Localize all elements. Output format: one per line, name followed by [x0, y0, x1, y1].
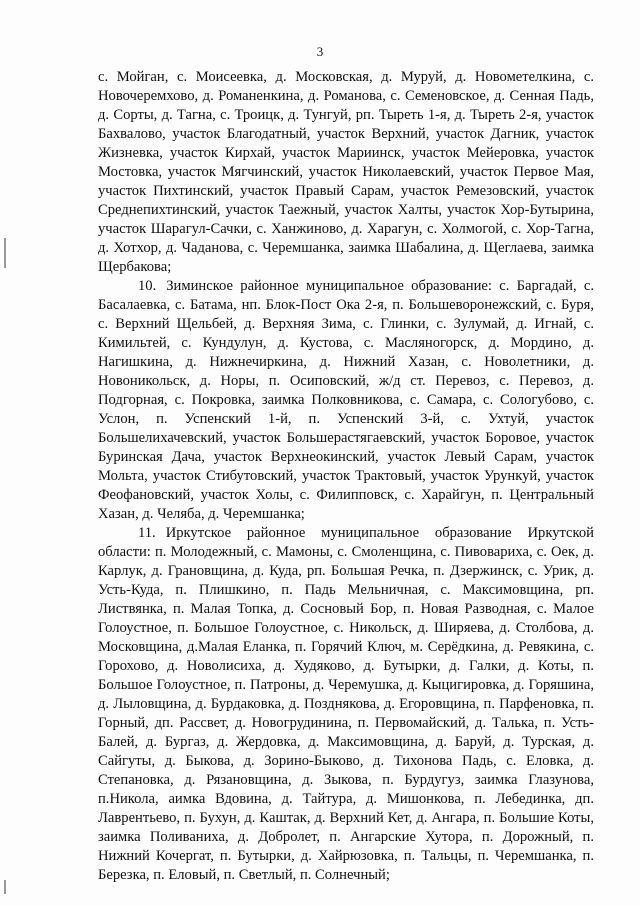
document-body	[98, 68, 594, 885]
paragraph-10-number: 10.	[138, 278, 157, 294]
paragraph-10-text: Зиминское районное муниципальное образование: с. Баргадай, с. Басалаевка, с. Батама, нп. Блок-Пост Ока 2-я, п. Большеворонежский, с. Буря, с. Верхний Щельбей, д. Верхняя Зима, с. Глинки, с. Зулумай, д. Игнай, с. Кимильтей, с. Кундулун, д. Кустова, с. Масляногорск, д. Мордино, д. Нагишкина, д. Нижнечиркина, д. Нижний Хазан, с. Новолетники, д. Новоникольск, д. Норы, п. Осиповский, ж/д ст. Перевоз, с. Перевоз, д. Подгорная, с. Покровка, заимка Полковникова, с. Самара, с. Сологубово, с. Услон, п. Успенский 1-й, п. Успенский 3-й, с. Ухтуй, участок Большелихачевский, участок Большерастягаевский, участок Боровое, участок Буринская Дача, участок Верхнеокинский, участок Левый Сарам, участок Мольта, участок Стибутовский, участок Трактовый, участок Урункуй, участок Феофановский, участок Холы, с. Филипповск, с. Харайгун, п. Центральный Хазан, д. Челяба, д. Черемшанка;	[98, 278, 594, 522]
paragraph-continued: с. Мойган, с. Моисеевка, д. Московская, д. Муруй, д. Новометелкина, с. Новочеремхово, д. Романенкина, д. Романова, с. Семеновское, д. Сенная Падь, д. Сорты, д. Тагна, с. Троицк, д. Тунгуй, рп. Тыреть 1-я, д. Тыреть 2-я, участок Бахвалово, участок Благодатный, участок Верхний, участок Дагник, участок Жизневка, участок Кирхай, участок Мариинск, участок Мейеровка, участок Мостовка, участок Мягчинский, участок Николаевский, участок Первое Мая, участок Пихтинский, участок Правый Сарам, участок Ремезовский, участок Среднепихтинский, участок Таежный, участок Халты, участок Хор-Бутырина, участок Шарагул-Сачки, с. Ханжиново, д. Харагун, с. Холмогой, с. Хор-Тагна, д. Хотхор, д. Чаданова, с. Черемшанка, заимка Шабалина, д. Щеглаева, заимка Щербакова;	[98, 69, 594, 275]
scan-artifact-mark	[4, 238, 6, 268]
page-number: 3	[316, 44, 324, 59]
paragraph-10	[98, 277, 594, 524]
paragraph-11-text: Иркутское районное муниципальное образование Иркутской области: п. Молодежный, с. Мамоны, с. Смоленщина, с. Пивовариха, с. Оек, д. Карлук, д. Грановщина, д. Куда, рп. Большая Речка, п. Дзержинск, с. Урик, д. Усть-Куда, п. Плишкино, п. Падь Мельничная, с. Максимовщина, рп. Листвянка, п. Малая Топка, д. Сосновый Бор, п. Новая Разводная, с. Малое Голоустное, п. Большое Голоустное, с. Никольск, д. Ширяева, д. Столбова, д. Московщина, д.Малая Еланка, п. Горячий Ключ, м. Серёдкина, д. Ревякина, с. Горохово, д. Новолисиха, д. Худяково, д. Бутырки, д. Галки, д. Коты, п. Большое Голоустное, п. Патроны, д. Черемушка, д. Кыцигировка, д. Горяшина, д. Лыловщина, д. Бурдаковка, д. Позднякова, д. Егоровщина, п. Парфеновка, п. Горный, дп. Рассвет, д. Новогрудинина, п. Первомайский, д. Талька, п. Усть-Балей, д. Бургаз, д. Жердовка, д. Максимовщина, д. Баруй, д. Турская, д. Сайгуты, д. Быкова, д. Зорино-Быково, д. Тихонова Падь, с. Еловка, д. Степановка, д. Рязановщина, д. Зыкова, п. Бурдугуз, заимка Глазунова, п.Никола, аимка Вдовина, д. Тайтура, д. Мишонкова, п. Лебединка, дп. Лаврентьево, п. Бухун, д. Каштак, д. Верхний Кет, д. Ангара, п. Большие Коты, заимка Поливаниха, д. Добролет, п. Ангарские Хутора, п. Дорожный, п. Нижний Кочергат, п. Бутырки, д. Хайрюзовка, п. Тальцы, п. Черемшанка, п. Березка, п. Еловый, п. Светлый, п. Солнечный;	[98, 525, 594, 883]
paragraph-11-number: 11.	[138, 525, 156, 541]
paragraph-11	[98, 524, 594, 885]
scan-artifact-mark	[4, 880, 6, 894]
